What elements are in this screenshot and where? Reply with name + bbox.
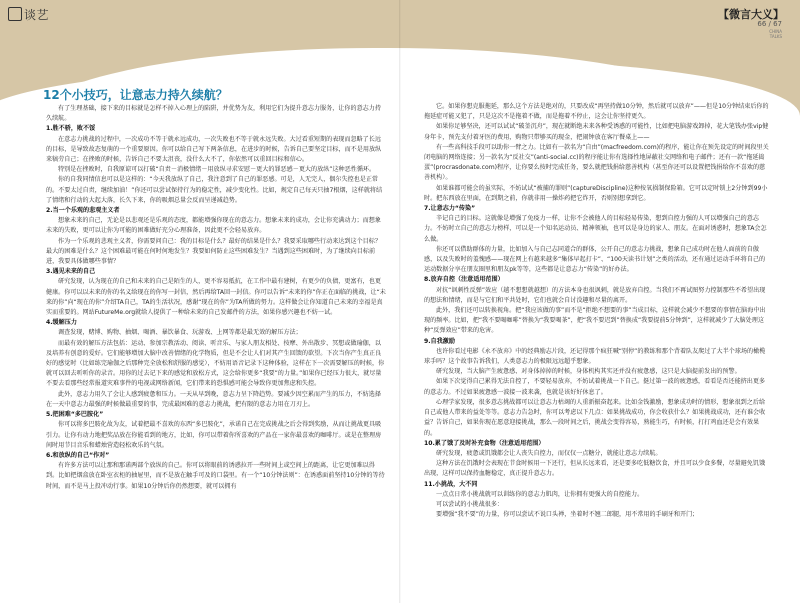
paragraph: 特别是在挫败时，自我原谅可以打破“自责－消极情绪－用放纵寻求安慰－更大的罪恶感－更大的放纵”这种恶性循环。 bbox=[58, 166, 376, 174]
paragraph: 此外，我们还可以转换视角。把“我应该做的事”而不是“拒绝不想要的事”当成目标，这样就会减少不想要的事情在脑海中出现的频率。比如，把“我不要喝咖啡”替换为“我要喝茶”，把“我不要迟到”替换成“我要提前5分钟到”，这样就减少了大脑处理这种“反弹效应”带来的危害。 bbox=[424, 307, 766, 335]
paragraph: 研究发现，认为现在的自己和未来的自己是陌生的人，更不容易抵抗，在工作中最有建树，有更少的负债，更富有，也更健康。你可以以未来的你的名义给现在的你写一封信，然后再给TA回一封信。你可以告诉“未来的你”你正在面临的挑战，让“未来的你”向“现在的你”介绍TA自己，TA的生活状况，感谢“现在的你”为TA所做的努力。这样做会让你知道自己未来的幸福是真实而重要的。网站FutureMe.org就给人提供了一种给未来的自己发邮件的方法，如果你感兴趣也不妨一试。 bbox=[46, 278, 386, 317]
section-heading: 5.把困难“多巴胺化” bbox=[46, 411, 104, 419]
page-spine bbox=[399, 0, 401, 603]
paragraph: 你可以将多巴胺化故为友，试着把最不喜欢的东西“多巴胺化”，承诺自己在完成挑战之后会得到奖励，从而让挑战更具吸引力。让你有动力地把奖品放在你能看到的地方，比如，你可以带着你所喜欢的产品在一家你最喜欢的咖啡厅。或是在整理房间时用节目音乐和蜡烛营造轻松欢乐的气氛。 bbox=[46, 421, 382, 449]
paragraph: 心理学家发现，很多意志挑战都可以让意志力枯竭的人重新振奋起来。比如金钱激励，想象成功时的情形，想象很到之后给自己或他人带来的益处等等。意志力告急时，你可以考虑以下几点：如果挑战成功，你会收获什么？如果挑战成功，还有谁会收益？告诉自己，如果你现在愿意迎接挑战，那么一段时间之后，挑战会变得容易，熟能生巧，有时候，打打鸡血还是会有效果的。 bbox=[424, 398, 766, 437]
paragraph: 可以尝试的小挑战很多： bbox=[436, 500, 504, 508]
section-heading: 1.胜不骄，败不馁 bbox=[46, 125, 96, 133]
paragraph: 这种方法在饥饿时会表现在节食时候用一下还行，但从长远来看，还是要多吃低糖饮食，并且可以少食多餐，尽量避免饥饿出现，这样可以保持血糖稳定，真正提升意志力。 bbox=[424, 460, 766, 478]
article-column-left bbox=[46, 104, 386, 492]
page-sub-label bbox=[769, 29, 782, 39]
magazine-logo bbox=[8, 6, 49, 23]
section-heading: 8.放弃自控（注意适用范围） bbox=[424, 276, 504, 284]
section-heading: 7.让意志力“传染” bbox=[424, 205, 476, 213]
paragraph: 如果下次觉得自己累得无法自控了，不要轻易放弃，不妨试着挑战一下自己。挺过第一波的疲惫感，看看是否还能挤出更多的意志力。不过如果疲惫感一波接一波来袭，也就是该好好休息了。 bbox=[424, 378, 766, 396]
section-heading: 11.小挑战，大不同 bbox=[424, 480, 478, 488]
section-heading: 3.遇见未来的自己 bbox=[46, 268, 96, 276]
section-heading: 2.当一个乐观的悲观主义者 bbox=[46, 207, 120, 215]
paragraph: 它。如果你想克服拖延，那么这个方法是绝对的，只要改成“再坚持做10分钟，然后就可以放弃”——但是10分钟结束后你的拖延症可能又犯了，只是这次不是拖着不做，而是拖着不停止，这会让你坚持更久。 bbox=[424, 103, 769, 121]
paragraph: 要增强“我不要”的力量，你可以尝试不说口头禅，坐着时不翘二郎腿，用不常用的手刷牙和开门； bbox=[436, 511, 699, 519]
paragraph: 此外，意志力用久了会让人感到疲惫和压力。一天从早到晚，意志力呈下降趋势。要减少因空累而产生的压力，不妨选择在一天中意志力最强的时候做最重要的事，完成最困难的意志力挑战，把有限的意志力用在刀刃上。 bbox=[46, 390, 381, 408]
page-numbers: 66 / 67 bbox=[757, 20, 782, 28]
section-heading: 4.缓解压力 bbox=[46, 319, 77, 327]
section-heading: 9.自我激励 bbox=[424, 337, 455, 345]
paragraph: 想象未来的自己，无论是以悲观还是乐观的态度，都能增强你现在的意志力。想象未来的成功，会让你充满动力；而想象未来的失败，更可以让你为可能的困难做好充分心理准备，因此更不会轻易放弃。 bbox=[46, 217, 381, 235]
article-column-right bbox=[424, 102, 769, 520]
sub-line-2: TALKS bbox=[769, 34, 782, 39]
paragraph: 如果你足够坚决，还可以试试“破釜沉舟”，现在就断绝未来各种受诱惑的可能性，比如把电脑游戏卸掉，花大笔钱办张vip健身年卡，预先支付着牙医的费用，购物只带够买的现金，把闹钟放在客厅餐桌上—— bbox=[424, 123, 769, 141]
paragraph: 调查发现，赌博、购物、抽烟、喝酒、暴饮暴食、玩游戏、上网等都是最无效的解压方法； bbox=[58, 329, 302, 337]
paragraph: 一点点日常小挑战就可以训练你的意志力肌肉，让你拥有更强大的自控能力。 bbox=[436, 490, 644, 498]
paragraph: 你还可以借助群体的力量，比如加入与自己志同道合的群体，公开自己的意志力挑战，想象自己成功时在他人面前的自傲感，以及失败时的羞愧感——现在网上有越来越多“集体早起打卡”、“100天读书计划”之类的活动，还有通过运动手环将自己的运动数据分享在朋友圈里和朋友pk等等，这些都是让意志力“传染”的好办法。 bbox=[424, 245, 766, 274]
paragraph: 作为一个乐观的悲观主义者，你需要问自己：我的目标是什么？最好的结果是什么？我要采取哪些行动来达到这个目标？最大的困难是什么？这个困难最可能在何时何地发生？我要如何防止这些困难发生？当遇到这些困难时，为了继续向目标前进，我要具体做哪些事情？ bbox=[46, 237, 381, 266]
paragraph: 有了生理基础，接下来的目标就是怎样不掉入心理上的陷阱，并优势为友，利用它们为提升意志力服务，让你的意志力持久续航。 bbox=[46, 105, 381, 123]
paragraph: 在意志力挑战的过程中，一次成功不等于就永远成功，一次失败也不等于就永远失败。大过看重短期的表现而忽略了长远的目标，是导致故态复萌的一个重要原因。你可以给自己写下两条信息，在进步的时候，告诉自己要坚定目标，而不是用放纵来犒劳自己；在挫败的时候，告诉自己不要太沮丧，没什么大不了，你依然可以重回目标和信心。 bbox=[46, 135, 382, 164]
article-title: 12个小技巧，让意志力持久续航？ bbox=[43, 88, 228, 102]
paragraph: 研究发现，疲惫或饥饿都会让人丧失自控力，而仅仅一点糖分，就能让意志力续航。 bbox=[436, 449, 662, 457]
column-name: 【微言大义】 bbox=[718, 8, 784, 21]
paragraph: 有一些高科技手段可以助你一臂之力。比如有一款名为“自由”(macfreedom.com)的程序，能让你在预先设定的时间段里关闭电脑的网络连接；另一款名为“反社交”(anti-social.cc)的程序能让你有选择性地屏蔽社交网络和电子邮件；还有一款“拖延捣蛋”(procrasdonate.com)程序，让你要么按时完成任务，要么就把钱捐给慈善机构（甚至你还可以设置把钱捐给你不喜欢的慈善机构）。 bbox=[424, 143, 769, 182]
paragraph: 研究发现，当大脑产生疲惫感、对身体掉掉的时候，身体机构其实还并没有疲惫感，这只是大脑提前发出的预警。 bbox=[436, 368, 741, 376]
paragraph: 也许你看过电影《永不放弃》中的经典励志片段，还记得那个疯狂喊“别停”的教练和那个背着队友爬过了大半个球场的橄榄球手吗？这个故事告诉我们，人类意志力的极限远远超乎想象。 bbox=[424, 347, 766, 366]
section-heading: 6.和放纵的自己“作对” bbox=[46, 451, 110, 459]
paragraph: 你的自我同情信息可以是这样的：“今天我放纵了自己，我注意到了自己的罪恶感。可是，人无完人，偶尔失控也是正常的。不要太过自责，继续加油！”你还可以尝试保持行为的稳定性，减少变化性。比如，规定自己每天只抽7根烟，这样就将结了情绪和行动的大起大落，长久下来，你的吸烟总量会反而呈递减趋势。 bbox=[46, 176, 383, 204]
sub-line-1: CHINA bbox=[769, 29, 782, 34]
paragraph: 辛记自己的目标。这就像是增强了免疫力一样，让你不会被他人的目标轻易传染，想到自控力强的人可以增强自己的意志力。不妨时立自己的意志力榜样，可以是一个知名运动员、精神领袖，也可以是身边的家人、朋友。在面对诱惑时，想象TA会怎么做。 bbox=[424, 215, 767, 243]
section-heading: 10.累了饿了及时补充食物（注意适用范围） bbox=[424, 439, 545, 447]
logo-text: 谈艺 bbox=[24, 8, 50, 22]
paragraph: 对抗“讽刺性反弹”效应（越不想想就越想）的方法本身也很讽刺，就是放弃自控。当我们不再试图努力控制那些不希望出现的想法和情绪，而是与它们和平共处时，它们也就会自讨没趣和尽量的离开。 bbox=[424, 286, 766, 304]
paragraph: 而最有效的解压方法包括：运动、参加宗教活动、阅读、听音乐、与家人朋友相处、按摩、外出散步、冥想或做瑜伽，以及培养有创意的爱好。它们能够增加大脑中改善情绪的化学物质，但是不会让人们对其产生回馈的欲望。下次当你产生真正良好的感觉时（比如练完瑜伽之后那种完全放松和舒服的感觉），不妨用语音记录下这种体验，这样在下一次需要解压的时候，你就可以回去听听你的录音。用你的过去记下来的感觉和放松方式，这会给你更多“我要”的力量。”如果你已经压力很大，就尽量不要去看那些经常报道灾难事件的电视或网络新闻，它们带来的恐惧感可能会导致你更加焦虑和失控。 bbox=[46, 339, 385, 388]
paragraph: 如果谁都可能会的虽实际，不妨试试“被捕的罪则”(captureDiscipline)这种按氧损制保险箱。它可以定时锁上2分钟到99小时。把东西放在里面，在到期之前，你就非用一操炸药把它炸开，否则别想拿到它。 bbox=[424, 184, 768, 202]
paragraph: 有许多方法可以让那和那诺两部个放纵的自己。你可以将眼前的诱惑拉开一些时间上或空间上的距离，让它更加难以得到。比如把烟盒放在卧室衣柜的抽屉里，而不是放在触手可及的口袋里。有一个“10分钟法则”：在诱惑面前坚持10分钟的等待时间，而不是马上投冲动行事。如果10分钟后你仍然想要，就可以拥有 bbox=[46, 462, 385, 490]
logo-icon bbox=[8, 7, 22, 21]
